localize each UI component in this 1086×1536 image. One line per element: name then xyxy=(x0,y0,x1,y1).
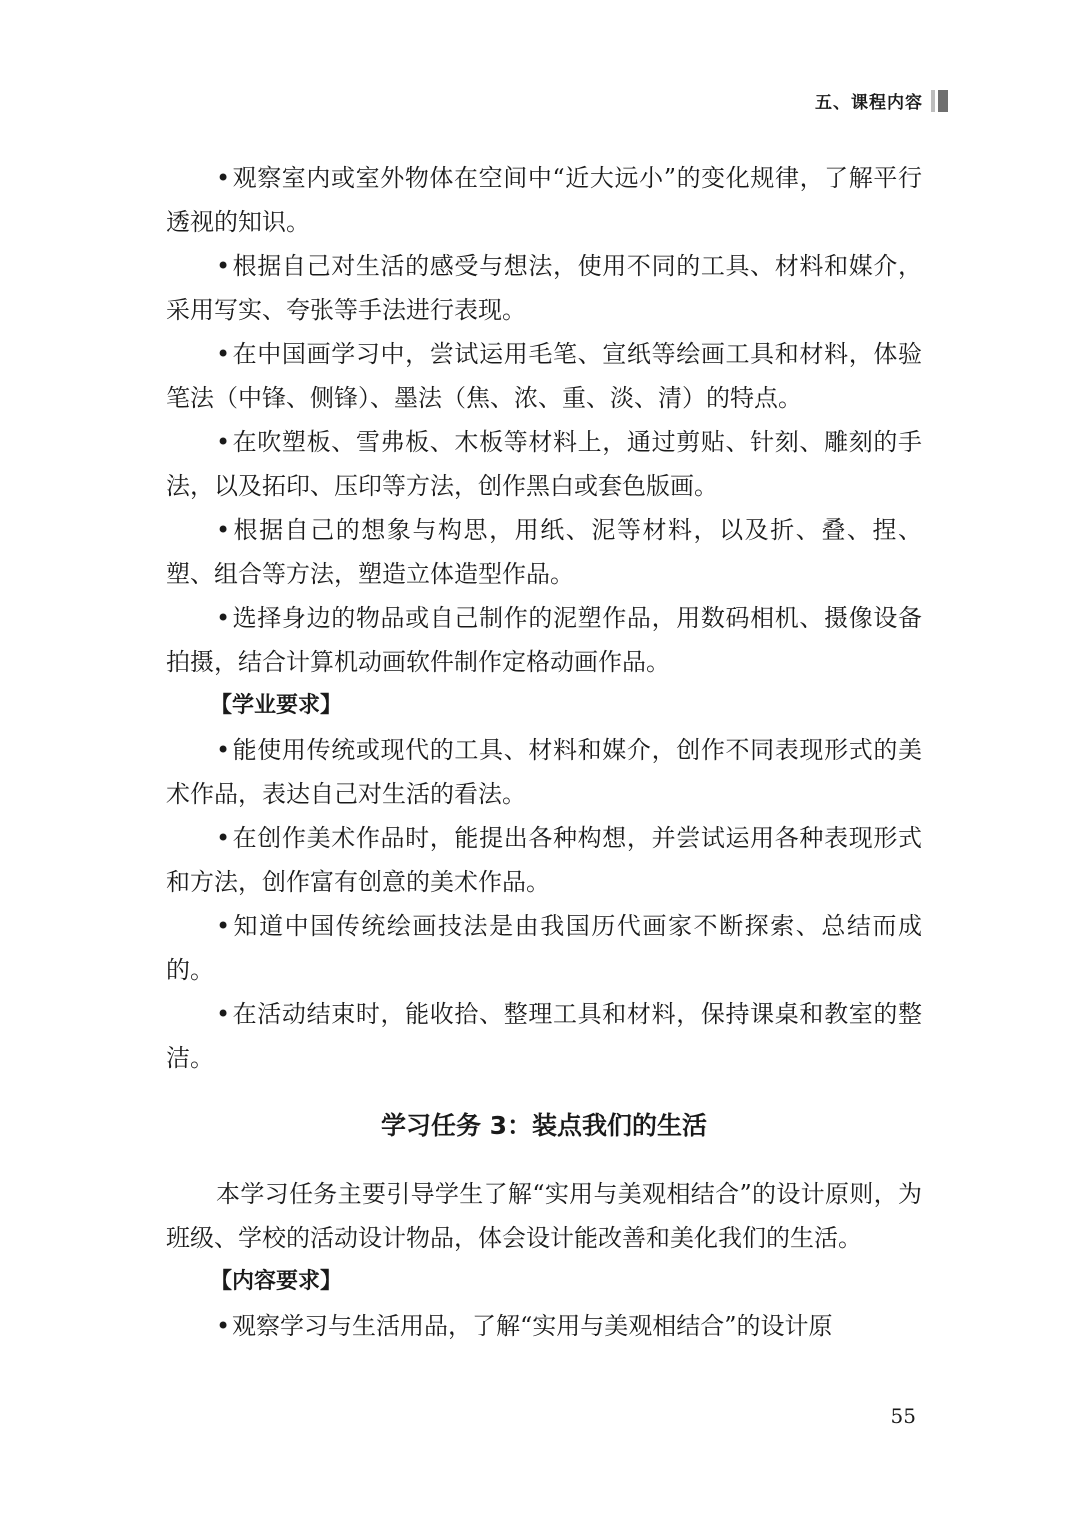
paragraph-text: 在活动结束时，能收拾、整理工具和材料，保持课桌和教室的整洁。 xyxy=(166,1000,922,1072)
task-heading: 学习任务 3：装点我们的生活 xyxy=(380,1111,708,1140)
section-title: 五、课程内容 xyxy=(815,93,923,113)
bullet-paragraph xyxy=(166,992,922,1080)
bullet-paragraph xyxy=(166,332,922,420)
bullet-paragraph xyxy=(166,156,922,244)
paragraph-text: 在吹塑板、雪弗板、木板等材料上，通过剪贴、针刻、雕刻的手法，以及拓印、压印等方法，创作黑白或套色版画。 xyxy=(166,428,922,500)
bullet-icon: • xyxy=(216,912,231,940)
bullet-icon: • xyxy=(216,736,231,764)
bullet-icon: • xyxy=(216,1312,231,1340)
bullet-icon: • xyxy=(216,516,231,544)
paragraph-text: 根据自己的想象与构思，用纸、泥等材料，以及折、叠、捏、塑、组合等方法，塑造立体造型作品。 xyxy=(166,516,922,588)
header-bar-icon xyxy=(931,90,948,112)
paragraph-text: 选择身边的物品或自己制作的泥塑作品，用数码相机、摄像设备拍摄，结合计算机动画软件制作定格动画作品。 xyxy=(166,604,922,676)
bullet-paragraph xyxy=(166,596,922,684)
intro-paragraph: 本学习任务主要引导学生了解“实用与美观相结合”的设计原则，为班级、学校的活动设计物品，体会设计能改善和美化我们的生活。 xyxy=(166,1180,922,1252)
page-number: 55 xyxy=(890,1404,916,1428)
bullet-paragraph xyxy=(166,904,922,992)
bullet-paragraph xyxy=(166,508,922,596)
paragraph-text: 在中国画学习中，尝试运用毛笔、宣纸等绘画工具和材料，体验笔法（中锋、侧锋）、墨法（焦、浓、重、淡、清）的特点。 xyxy=(166,340,922,412)
paragraph-text: 能使用传统或现代的工具、材料和媒介，创作不同表现形式的美术作品，表达自己对生活的看法。 xyxy=(166,736,922,808)
bullet-icon: • xyxy=(216,164,231,192)
page-body xyxy=(166,156,922,1348)
bullet-icon: • xyxy=(216,428,231,456)
bullet-paragraph xyxy=(166,816,922,904)
bullet-icon: • xyxy=(216,252,231,280)
paragraph-text: 在创作美术作品时，能提出各种构想，并尝试运用各种表现形式和方法，创作富有创意的美术作品。 xyxy=(166,824,922,896)
paragraph-text: 根据自己对生活的感受与想法，使用不同的工具、材料和媒介，采用写实、夸张等手法进行表现。 xyxy=(166,252,922,324)
running-header xyxy=(815,88,948,113)
paragraph-text: 观察学习与生活用品，了解“实用与美观相结合”的设计原 xyxy=(232,1312,833,1340)
bullet-icon: • xyxy=(216,340,231,368)
paragraph-text: 观察室内或室外物体在空间中“近大远小”的变化规律，了解平行透视的知识。 xyxy=(166,164,922,236)
bullet-icon: • xyxy=(216,824,231,852)
bullet-paragraph xyxy=(166,420,922,508)
paragraph-text: 知道中国传统绘画技法是由我国历代画家不断探索、总结而成的。 xyxy=(166,912,922,984)
bullet-paragraph xyxy=(166,1304,922,1348)
content-requirements-label: 【内容要求】 xyxy=(210,1269,343,1294)
bullet-paragraph xyxy=(166,728,922,816)
bullet-paragraph xyxy=(166,244,922,332)
bullet-icon: • xyxy=(216,604,231,632)
bullet-icon: • xyxy=(216,1000,231,1028)
academic-requirements-label: 【学业要求】 xyxy=(210,693,343,718)
